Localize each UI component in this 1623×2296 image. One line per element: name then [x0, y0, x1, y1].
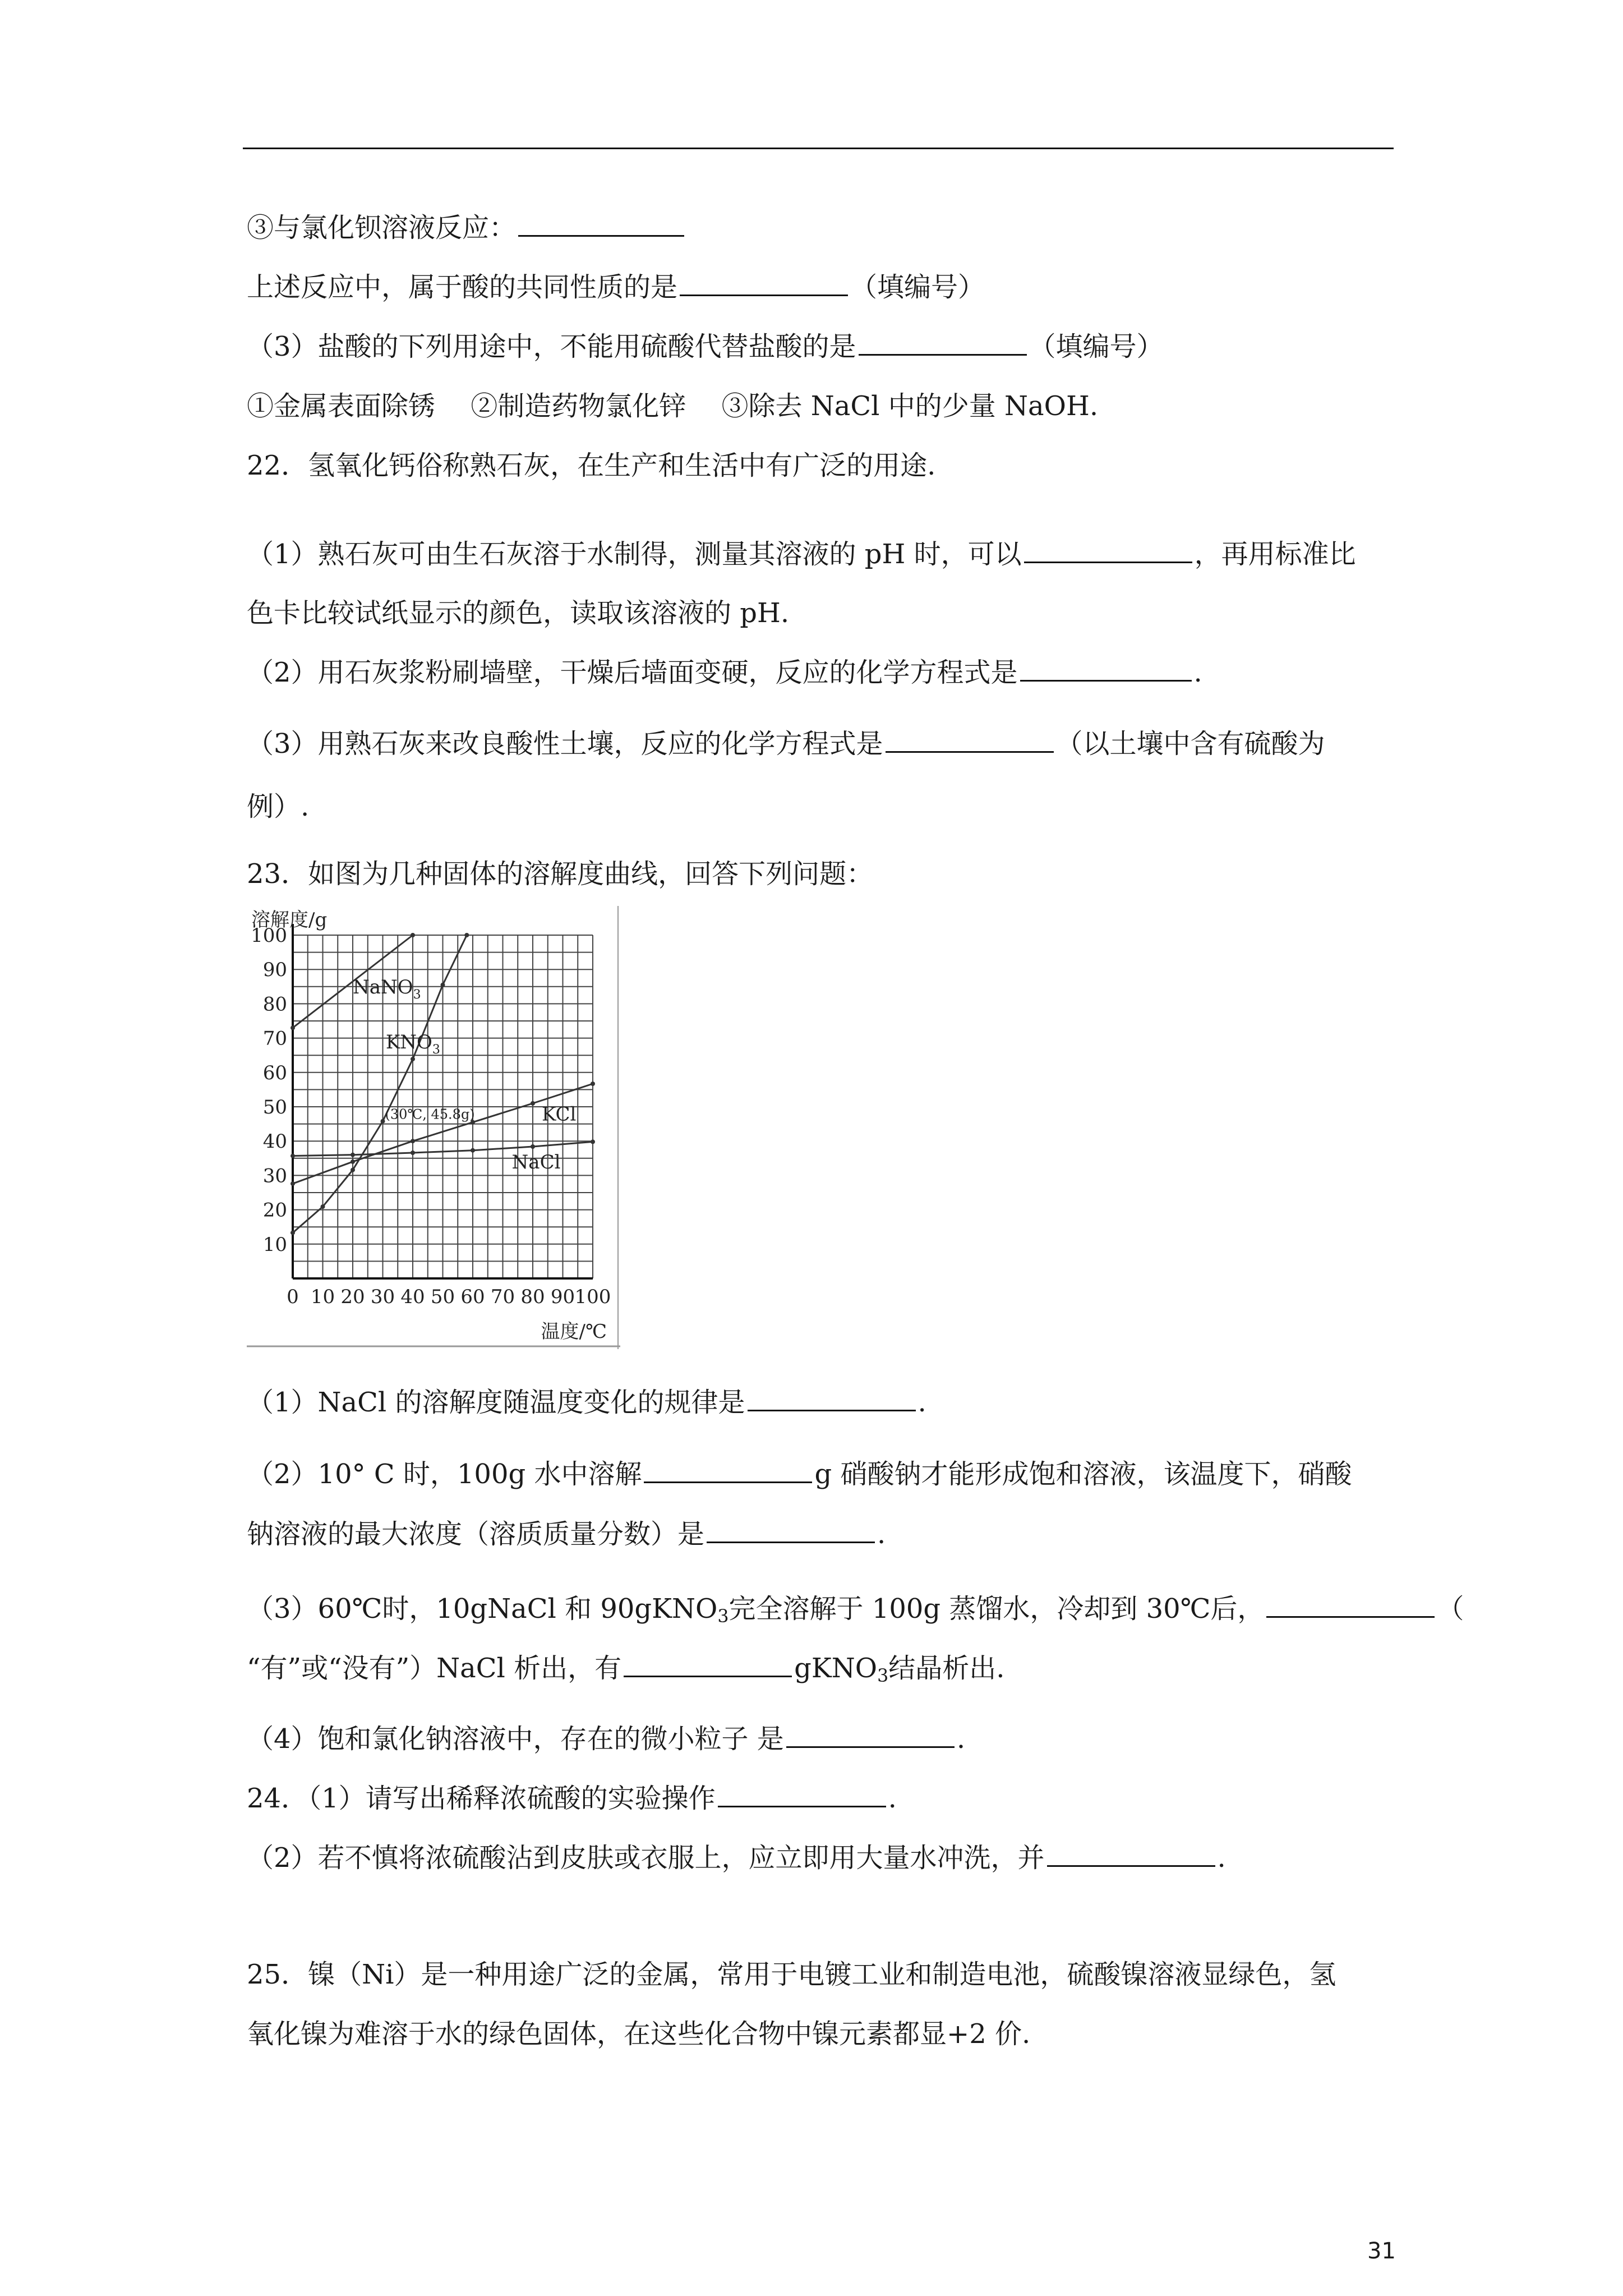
question-25-cont: [247, 2004, 1391, 2064]
question-23-1: [247, 1373, 1391, 1432]
answer-blank[interactable]: [786, 1718, 955, 1748]
answer-blank[interactable]: [644, 1453, 812, 1483]
text: 22．氢氧化钙俗称熟石灰，在生产和生活中有广泛的用途.: [247, 450, 936, 481]
series-point: [591, 1082, 595, 1086]
series-label-subscript: 3: [413, 988, 421, 1002]
text: （填编号）: [850, 272, 985, 303]
x-tick-label: 90: [550, 1286, 575, 1308]
answer-blank[interactable]: [886, 723, 1054, 753]
x-tick-label: 80: [520, 1286, 545, 1308]
y-tick-label: 50: [262, 1096, 287, 1119]
series-point: [351, 1168, 355, 1172]
text: （3）60℃时，10gNaCl 和 90gKNO: [247, 1593, 718, 1625]
series-point: [291, 1025, 295, 1030]
text: 色卡比较试纸显示的颜色，读取该溶液的 pH.: [247, 597, 790, 629]
question-23-3-cont: [247, 1639, 1391, 1706]
text: ③与氯化钡溶液反应：: [247, 212, 517, 243]
x-tick-label: 50: [430, 1286, 455, 1308]
y-tick-label: 100: [251, 924, 287, 947]
text: （2）用石灰浆粉刷墙壁，干燥后墙面变硬，反应的化学方程式是: [247, 657, 1018, 688]
text: 例）.: [247, 791, 310, 822]
question-24-1: [247, 1769, 1391, 1828]
text: ，再用标准比: [1194, 539, 1356, 570]
subscript: 3: [877, 1665, 889, 1686]
text: （以土壤中含有硫酸为: [1055, 728, 1325, 760]
answer-blank[interactable]: [1020, 652, 1192, 682]
x-axis-label: 温度/℃: [541, 1320, 607, 1343]
x-tick-label: 60: [460, 1286, 485, 1308]
series-label: NaNO$_3$: [353, 976, 421, 1002]
answer-blank[interactable]: [624, 1648, 792, 1677]
question-23-3: [247, 1579, 1464, 1646]
series-label: NaCl: [511, 1151, 561, 1174]
answer-blank[interactable]: [1047, 1837, 1215, 1867]
question-23: [247, 844, 1391, 904]
y-tick-label: 10: [262, 1233, 287, 1256]
text: （: [1437, 1593, 1464, 1625]
header-rule: [243, 148, 1394, 149]
answer-blank[interactable]: [1266, 1588, 1435, 1618]
series-label: $KNO_3$: [385, 1030, 440, 1057]
question-22-3: [247, 714, 1391, 774]
text: 结晶析出.: [888, 1653, 1005, 1684]
series-point: [411, 1151, 415, 1155]
text: .: [1193, 657, 1202, 688]
y-tick-label: 20: [262, 1199, 287, 1222]
series-point: [531, 1101, 535, 1106]
text: 钠溶液的最大浓度（溶质质量分数）是: [247, 1519, 705, 1550]
answer-blank[interactable]: [680, 266, 848, 296]
line-common-property: [247, 257, 1391, 317]
series-point: [591, 1139, 595, 1144]
text: 23．如图为几种固体的溶解度曲线，回答下列问题：: [247, 858, 874, 890]
y-tick-label: 90: [262, 959, 287, 982]
series-point: [464, 933, 469, 937]
x-tick-label: 100: [574, 1286, 611, 1308]
question-22: [247, 436, 1391, 495]
text: 完全溶解于 100g 蒸馏水，冷却到 30℃后，: [728, 1593, 1265, 1625]
series-label-subscript: 3: [432, 1042, 440, 1057]
answer-blank[interactable]: [518, 207, 684, 237]
page-number: 31: [1367, 2238, 1396, 2264]
y-tick-label: 40: [262, 1130, 287, 1153]
question-21-3: [247, 317, 1391, 376]
text: g 硝酸钠才能形成饱和溶液，该温度下，硝酸: [814, 1458, 1352, 1490]
answer-blank[interactable]: [707, 1513, 875, 1543]
text: .: [877, 1519, 886, 1550]
text: （2）10° C 时，100g 水中溶解: [247, 1458, 642, 1490]
text: 24．（1）请写出稀释浓硫酸的实验操作: [247, 1783, 716, 1814]
question-24-2: [247, 1828, 1391, 1888]
y-tick-label: 70: [262, 1027, 287, 1050]
series-point: [291, 1231, 295, 1235]
series-point: [321, 1204, 325, 1209]
x-tick-label: 70: [490, 1286, 515, 1308]
y-tick-label: 60: [262, 1061, 287, 1084]
line-barium-chloride: [247, 198, 1391, 257]
text: 25．镍（Ni）是一种用途广泛的金属，常用于电镀工业和制造电池，硫酸镍溶液显绿色，氢: [247, 1959, 1336, 1990]
text: （3）盐酸的下列用途中，不能用硫酸代替盐酸的是: [247, 331, 856, 362]
text: （填编号）: [1029, 331, 1164, 362]
question-22-1-cont: [247, 583, 1391, 643]
y-tick-label: 30: [262, 1165, 287, 1188]
subscript: 3: [717, 1606, 729, 1627]
x-tick-label: 40: [400, 1286, 425, 1308]
text: .: [917, 1387, 926, 1418]
series-point: [411, 1057, 415, 1061]
answer-blank[interactable]: [1024, 533, 1192, 563]
question-22-3-cont: [247, 777, 1391, 836]
question-23-4: [247, 1709, 1391, 1769]
series-point: [381, 1119, 385, 1124]
series-point: [441, 983, 445, 987]
text: （1）熟石灰可由生石灰溶于水制得，测量其溶液的 pH 时，可以: [247, 539, 1022, 570]
annotation-label: (30℃, 45.8g): [385, 1106, 475, 1122]
question-25: [247, 1945, 1391, 2004]
question-22-2: [247, 643, 1391, 702]
text: 氧化镍为难溶于水的绿色固体，在这些化合物中镍元素都显+2 价.: [247, 2018, 1031, 2050]
text: .: [888, 1783, 897, 1814]
series-point: [291, 1181, 295, 1186]
series-point: [351, 1159, 355, 1164]
text: 上述反应中，属于酸的共同性质的是: [247, 272, 678, 303]
answer-blank[interactable]: [748, 1382, 916, 1411]
x-tick-label: 10: [310, 1286, 335, 1308]
x-tick-label: 0: [287, 1286, 299, 1308]
text: “有”或“没有”）NaCl 析出，有: [247, 1653, 622, 1684]
text: （4）饱和氯化钠溶液中，存在的微小粒子 是: [247, 1723, 784, 1755]
y-tick-label: 80: [262, 993, 287, 1016]
series-point: [351, 1153, 355, 1157]
series-point: [531, 1144, 535, 1149]
options-21-3: [247, 376, 1391, 436]
text: .: [956, 1723, 966, 1755]
text: （2）若不慎将浓硫酸沾到皮肤或衣服上，应立即用大量水冲洗，并: [247, 1842, 1045, 1874]
series-point: [411, 933, 415, 937]
answer-blank[interactable]: [718, 1778, 886, 1807]
text: .: [1217, 1842, 1226, 1874]
text: gKNO: [794, 1653, 878, 1684]
text: （1）NaCl 的溶解度随温度变化的规律是: [247, 1387, 745, 1418]
y-axis-label: 溶解度/g: [251, 909, 328, 931]
question-23-2-cont: [247, 1504, 1391, 1564]
question-22-1: [247, 524, 1391, 584]
x-tick-label: 30: [370, 1286, 395, 1308]
x-tick-label: 20: [340, 1286, 365, 1308]
series-point: [291, 1154, 295, 1158]
answer-blank[interactable]: [859, 326, 1027, 356]
series-point: [411, 1139, 415, 1143]
question-23-2: [247, 1444, 1391, 1504]
solubility-chart: [247, 906, 620, 1349]
series-point: [471, 1148, 475, 1153]
text: （3）用熟石灰来改良酸性土壤，反应的化学方程式是: [247, 728, 883, 760]
text: ①金属表面除锈 ②制造药物氯化锌 ③除去 NaCl 中的少量 NaOH.: [247, 390, 1099, 422]
series-label: KCl: [542, 1103, 577, 1126]
